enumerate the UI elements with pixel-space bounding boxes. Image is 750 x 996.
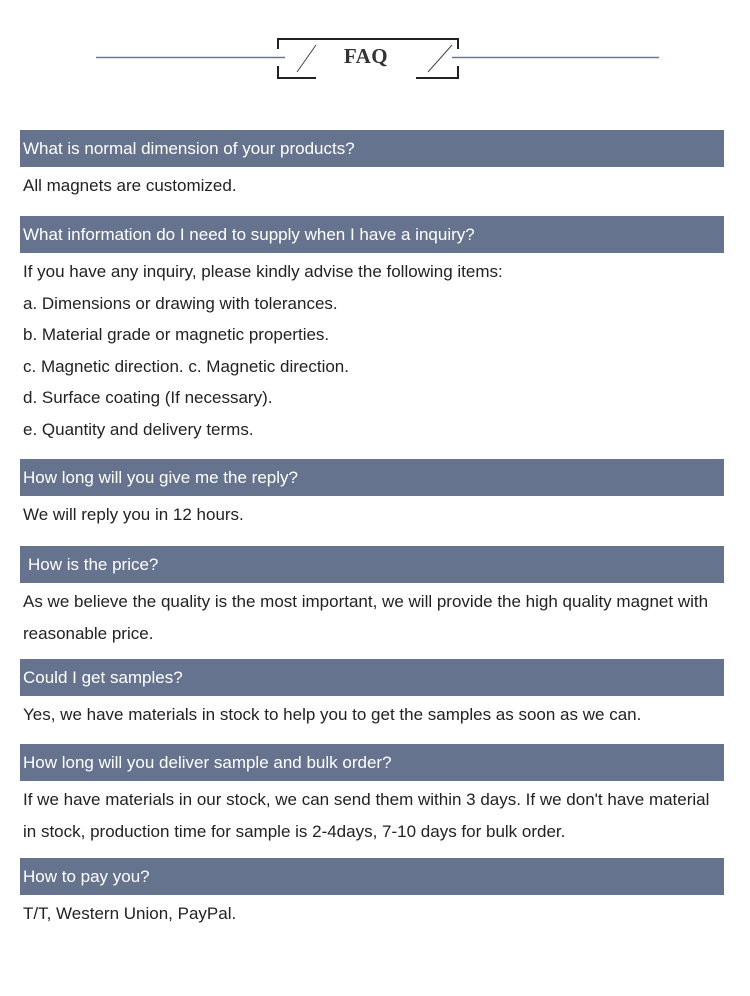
answer-line: As we believe the quality is the most important, we will provide the high quality magnet with reasonable price. — [23, 592, 709, 643]
answer-line: If we have materials in our stock, we can send them within 3 days. If we don't have material in stock, production time for sample is 2-4days, 7-10 days for bulk order. — [23, 790, 710, 841]
faq-question: How long will you give me the reply? — [20, 459, 724, 496]
faq-answer — [20, 167, 724, 202]
faq-answer — [20, 253, 724, 445]
faq-item-dimensions — [20, 130, 724, 216]
answer-line: We will reply you in 12 hours. — [23, 505, 244, 524]
answer-line: If you have any inquiry, please kindly advise the following items: — [23, 262, 503, 281]
faq-item-reply — [20, 459, 724, 546]
faq-question: Could I get samples? — [20, 659, 724, 696]
answer-line: Yes, we have materials in stock to help you to get the samples as soon as we can. — [23, 705, 642, 724]
faq-answer — [20, 583, 724, 649]
answer-line: T/T, Western Union, PayPal. — [23, 904, 237, 923]
answer-line: All magnets are customized. — [23, 176, 237, 195]
faq-question: How to pay you? — [20, 858, 724, 895]
faq-question: How is the price? — [20, 546, 724, 583]
faq-answer — [20, 781, 724, 847]
faq-item-delivery — [20, 744, 724, 858]
faq-question: How long will you deliver sample and bulk order? — [20, 744, 724, 781]
answer-line: e. Quantity and delivery terms. — [23, 419, 254, 439]
answer-line: a. Dimensions or drawing with tolerances. — [23, 293, 338, 313]
answer-line: b. Material grade or magnetic properties. — [23, 325, 330, 344]
faq-answer — [20, 895, 724, 930]
faq-item-payment — [20, 858, 724, 938]
faq-question: What information do I need to supply when I have a inquiry? — [20, 216, 724, 253]
faq-answer — [20, 496, 724, 531]
faq-list — [20, 130, 724, 938]
answer-line: d. Surface coating (If necessary). — [23, 388, 273, 407]
page-title: FAQ — [343, 44, 389, 68]
faq-item-samples — [20, 659, 724, 744]
faq-header — [0, 0, 750, 100]
faq-question: What is normal dimension of your products? — [20, 130, 724, 167]
faq-item-price — [20, 546, 724, 659]
faq-answer — [20, 696, 724, 731]
faq-item-inquiry — [20, 216, 724, 459]
answer-line: c. Magnetic direction. c. Magnetic direction. — [23, 356, 349, 376]
